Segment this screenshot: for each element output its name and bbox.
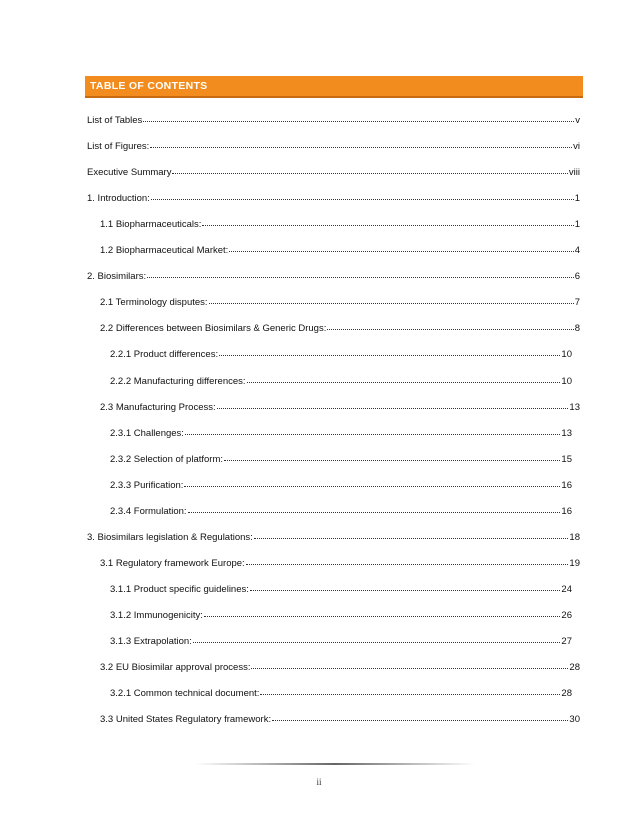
toc-leader-dots [209,293,574,304]
toc-entry[interactable] [100,294,580,308]
toc-entry-page: 24 [561,583,572,595]
toc-entry[interactable] [110,477,572,491]
toc-entry-page: 30 [569,714,580,726]
toc-entry-label: 2.3 Manufacturing Process: [100,401,216,413]
toc-entry[interactable] [110,581,572,595]
toc-entry-page: 28 [569,662,580,674]
toc-entry-page: 4 [574,245,580,257]
toc-entry-label: Executive Summary [87,167,172,179]
toc-entry-label: 3.1 Regulatory framework Europe: [100,557,245,569]
toc-entry-page: 10 [561,375,572,387]
toc-entry-label: 2.2.1 Product differences: [110,349,219,361]
toc-entry[interactable] [110,633,572,647]
toc-entry[interactable] [100,320,580,334]
toc-entry[interactable] [110,451,572,465]
toc-entry-page: 1 [574,219,580,231]
toc-leader-dots [229,241,573,252]
toc-leader-dots [188,502,561,513]
toc-entry[interactable] [100,399,580,413]
toc-entry-label: 1. Introduction: [87,193,150,205]
toc-entry-label: 3.2 EU Biosimilar approval process: [100,662,251,674]
toc-entry-page: 13 [569,401,580,413]
toc-entry-page: 8 [574,323,580,335]
toc-leader-dots [151,189,574,200]
toc-leader-dots [184,476,560,487]
toc-leader-dots [272,710,568,721]
toc-entry[interactable] [100,711,580,725]
toc-entry[interactable] [87,190,580,204]
toc-entry-label: 1.1 Biopharmaceuticals: [100,219,202,231]
toc-entry-label: 2.3.2 Selection of platform: [110,453,224,465]
toc-leader-dots [185,424,560,435]
toc-entry-label: 2.2 Differences between Biosimilars & Generic Drugs: [100,323,327,335]
toc-entry-page: v [575,115,580,126]
toc-entry[interactable] [87,138,580,152]
toc-leader-dots [202,215,573,226]
toc-entry[interactable] [100,242,580,256]
toc-entry[interactable] [110,425,572,439]
toc-entry-label: 2.2.2 Manufacturing differences: [110,375,246,387]
toc-entry-page: 26 [561,609,572,621]
toc-entry-label: List of Tables [87,115,143,126]
toc-leader-dots [172,163,567,174]
toc-entry-page: vi [573,141,580,153]
footer-divider [195,763,475,765]
toc-leader-dots [204,606,560,617]
toc-entry-label: 2.3.3 Purification: [110,479,184,491]
toc-leader-dots [217,398,569,409]
toc-entry-page: 16 [561,479,572,491]
page-number: ii [316,777,322,787]
toc-entry-label: 3.2.1 Common technical document: [110,688,260,700]
toc-leader-dots [254,528,569,539]
toc-entry[interactable] [87,112,580,126]
toc-leader-dots [327,319,573,330]
toc-leader-dots [224,450,560,461]
toc-entry[interactable] [87,268,580,282]
toc-leader-dots [147,267,574,278]
toc-leader-dots [143,111,574,122]
toc-entry-page: 19 [569,557,580,569]
toc-entry[interactable] [100,216,580,230]
toc-entry[interactable] [110,503,572,517]
toc-entry-page: 28 [561,688,572,700]
toc-entry-label: 2. Biosimilars: [87,271,147,283]
toc-entry-page: 10 [561,349,572,361]
toc-entry[interactable] [110,373,572,387]
toc-entry-page: 18 [569,531,580,543]
toc-title: TABLE OF CONTENTS [90,80,208,92]
toc-entry[interactable] [87,529,580,543]
toc-entry-label: 1.2 Biopharmaceutical Market: [100,245,229,257]
toc-entry-page: 16 [561,505,572,517]
toc-leader-dots [246,554,569,565]
toc-entry[interactable] [110,346,572,360]
toc-entry[interactable] [87,164,580,178]
toc-entry-label: 2.1 Terminology disputes: [100,297,208,309]
toc-entry[interactable] [100,555,580,569]
toc-leader-dots [251,658,568,669]
toc-entry-page: viii [568,167,580,179]
toc-entry-label: 3.1.3 Extrapolation: [110,636,192,647]
toc-entry-label: 2.3.4 Formulation: [110,505,187,517]
toc-entry-page: 7 [574,297,580,309]
toc-entry-label: 3. Biosimilars legislation & Regulations: [87,531,253,543]
toc-leader-dots [193,632,561,643]
toc-entry-label: 3.1.1 Product specific guidelines: [110,583,249,595]
toc-entry-label: 3.1.2 Immunogenicity: [110,609,203,621]
toc-entry[interactable] [110,685,572,699]
toc-entry-page: 6 [574,271,580,283]
toc-entry-label: List of Figures: [87,141,150,153]
toc-leader-dots [219,345,560,356]
toc-entry-page: 1 [574,193,580,205]
toc-leader-dots [150,137,572,148]
toc-entry[interactable] [100,659,580,673]
toc-leader-dots [247,372,561,383]
toc-entry-page: 13 [561,427,572,439]
toc-leader-dots [260,684,560,695]
toc-entry-label: 2.3.1 Challenges: [110,427,184,439]
toc-entry[interactable] [110,607,572,621]
toc-entry-page: 15 [561,453,572,465]
toc-entry-page: 27 [561,636,572,647]
toc-leader-dots [250,580,561,591]
toc-entry-label: 3.3 United States Regulatory framework: [100,714,272,726]
